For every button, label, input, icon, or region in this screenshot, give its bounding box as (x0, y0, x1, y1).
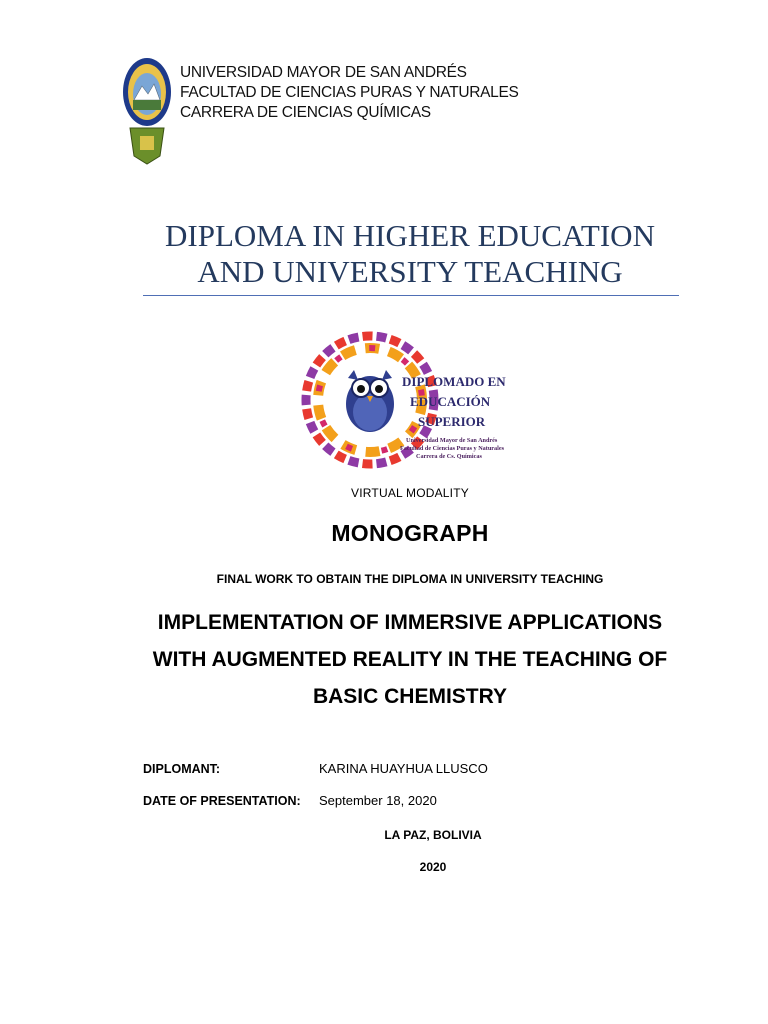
thesis-title-line-1: IMPLEMENTATION OF IMMERSIVE APPLICATIONS (157, 611, 663, 634)
owl-figure (346, 370, 394, 432)
thesis-title-line-3: BASIC CHEMISTRY (312, 685, 508, 708)
diplomant-name: KARINA HUAYHUA LLUSCO (319, 761, 488, 776)
title-divider (143, 295, 679, 296)
thesis-title (0, 604, 768, 715)
logo-title-line-2: EDUCACIÓN (410, 394, 491, 409)
document-type: MONOGRAPH (331, 520, 489, 546)
diploma-title (0, 218, 768, 290)
modality-label: VIRTUAL MODALITY (351, 486, 469, 500)
university-header (180, 63, 519, 123)
diploma-title-line-2: AND UNIVERSITY TEACHING (197, 254, 623, 289)
year: 2020 (419, 860, 447, 874)
career-name: CARRERA DE CIENCIAS QUÍMICAS (180, 104, 431, 121)
faculty-name: FACULTAD DE CIENCIAS PURAS Y NATURALES (180, 84, 519, 101)
diplomant-label: DIPLOMANT: (143, 762, 221, 776)
date-label: DATE OF PRESENTATION: (143, 794, 301, 808)
logo-sub-line-1: Universidad Mayor de San Andrés (406, 437, 498, 444)
logo-sub-line-2: Facultad de Ciencias Puras y Naturales (400, 445, 504, 452)
thesis-title-line-2: WITH AUGMENTED REALITY IN THE TEACHING OF (152, 648, 668, 671)
university-name: UNIVERSIDAD MAYOR DE SAN ANDRÉS (180, 64, 467, 81)
diploma-title-line-1: DIPLOMA IN HIGHER EDUCATION (165, 218, 655, 253)
university-seal-icon (120, 56, 174, 166)
purpose-statement: FINAL WORK TO OBTAIN THE DIPLOMA IN UNIVERSITY TEACHING (216, 572, 604, 586)
presentation-date: September 18, 2020 (319, 793, 437, 808)
owl-logo-icon (292, 320, 530, 478)
logo-title-line-3: SUPERIOR (418, 414, 486, 429)
logo-title-line-1: DIPLOMADO EN (402, 374, 506, 389)
city-country: LA PAZ, BOLIVIA (384, 828, 482, 842)
logo-sub-line-3: Carrera de Cs. Químicas (416, 453, 482, 460)
